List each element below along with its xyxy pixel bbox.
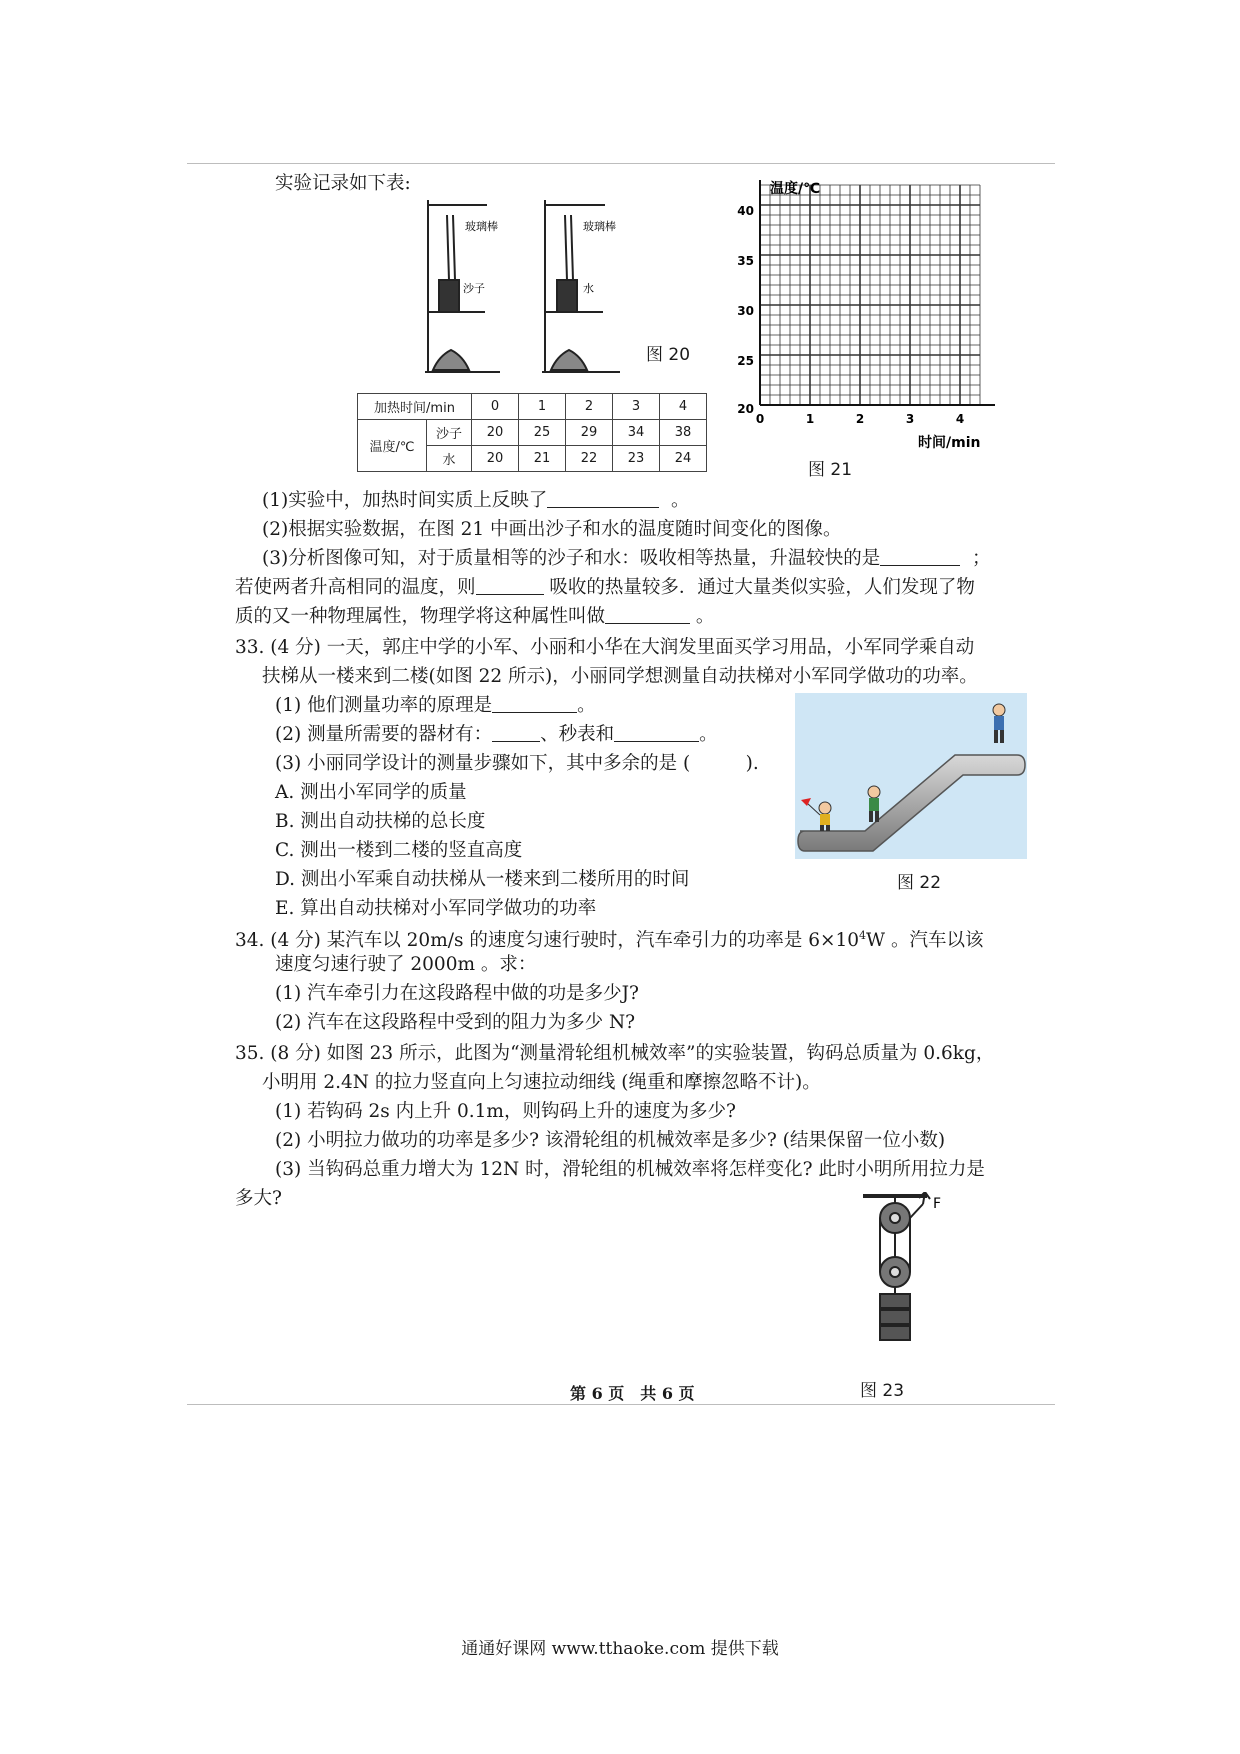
q33-option: E. 算出自动扶梯对小军同学做功的功率 [275, 898, 597, 919]
table-cell: 23 [613, 446, 660, 472]
figure-20-apparatus [425, 200, 625, 375]
q33-part2 [275, 721, 718, 749]
footer-text: 通通好课网 www.tthaoke.com 提供下载 [461, 1639, 779, 1659]
water-label: 水 [583, 282, 594, 295]
q33-part1 [275, 692, 596, 720]
q35-line5: (3) 当钩码总重力增大为 12N 时，滑轮组的机械效率将怎样变化? 此时小明所用拉力是 [275, 1159, 985, 1180]
figure-22-escalator [795, 693, 1027, 859]
q33-part1-end: 。 [577, 695, 596, 716]
table-time-cell: 4 [660, 394, 707, 420]
q32-part3-text4: 质的又一种物理属性，物理学将这种属性叫做 [235, 606, 606, 627]
figure-22-caption: 图 22 [897, 873, 942, 893]
q35-line6: 多大? [235, 1188, 282, 1209]
y-axis-label: 温度/℃ [770, 181, 821, 197]
x-tick-label: 3 [905, 412, 915, 426]
y-tick-label: 30 [737, 304, 754, 318]
q33-option: A. 测出小军同学的质量 [275, 782, 467, 803]
table-row-name: 沙子 [427, 420, 472, 446]
q32-part3-text2: 若使两者升高相同的温度，则 [235, 577, 476, 598]
force-label: F [933, 1196, 942, 1212]
q34-line4: (2) 汽车在这段路程中受到的阻力为多少 N? [275, 1012, 636, 1033]
q32-part3-line3 [235, 603, 714, 631]
table-header-label: 加热时间/min [358, 394, 472, 420]
q33-stem-line1: 33. (4 分) 一天，郭庄中学的小军、小丽和小华在大润发里面买学习用品，小军同学乘自动 [235, 637, 975, 658]
q32-part3-line1 [262, 545, 991, 573]
figure-20-caption: 图 20 [646, 345, 691, 365]
rod-label-left: 玻璃棒 [465, 220, 498, 233]
q32-part3-text3: 吸收的热量较多．通过大量类似实验，人们发现了物 [549, 577, 975, 598]
q33-option: B. 测出自动扶梯的总长度 [275, 811, 486, 832]
q35-line2: 小明用 2.4N 的拉力竖直向上匀速拉动细线 (绳重和摩擦忽略不计)。 [262, 1072, 821, 1093]
answer-blank[interactable] [492, 694, 577, 713]
table-cell: 21 [519, 446, 566, 472]
top-rule [187, 163, 1055, 164]
table-cell: 34 [613, 420, 660, 446]
answer-blank[interactable] [605, 605, 690, 624]
q33-part3: (3) 小丽同学设计的测量步骤如下，其中多余的是 ( ). [275, 753, 759, 774]
q32-part3-line2 [235, 574, 975, 602]
q34-line2: 速度匀速行驶了 2000m 。求： [275, 954, 537, 975]
q33-option: C. 测出一楼到二楼的竖直高度 [275, 840, 523, 861]
table-time-cell: 3 [613, 394, 660, 420]
figure-21-caption: 图 21 [808, 460, 853, 480]
table-cell: 25 [519, 420, 566, 446]
intro-text: 实验记录如下表: [275, 173, 411, 194]
q33-part2-text2: 、秒表和 [540, 724, 615, 745]
y-tick-label: 25 [737, 354, 754, 368]
q32-part1-text: (1)实验中，加热时间实质上反映了 [262, 490, 548, 511]
q33-option: D. 测出小军乘自动扶梯从一楼来到二楼所用的时间 [275, 869, 690, 890]
table-temp-label: 温度/℃ [358, 420, 427, 472]
q32-part2: (2)根据实验数据，在图 21 中画出沙子和水的温度随时间变化的图像。 [262, 519, 842, 540]
q33-stem-line2: 扶梯从一楼来到二楼(如图 22 所示)，小丽同学想测量自动扶梯对小军同学做功的功率。 [262, 666, 978, 687]
table-time-cell: 1 [519, 394, 566, 420]
q34-exponent: 4 [859, 929, 867, 942]
y-tick-label: 40 [737, 204, 754, 218]
q35-line1: 35. (8 分) 如图 23 所示，此图为“测量滑轮组机械效率”的实验装置，钩码总质量为 0.6kg， [235, 1043, 995, 1064]
sand-label: 沙子 [463, 282, 485, 295]
q34-text: 34. (4 分) 某汽车以 20m/s 的速度匀速行驶时，汽车牵引力的功率是 6×10 [235, 930, 860, 952]
q35-line3: (1) 若钩码 2s 内上升 0.1m，则钩码上升的速度为多少? [275, 1101, 736, 1122]
figure-21-graph [730, 175, 1000, 460]
q33-part1-text: (1) 他们测量功率的原理是 [275, 695, 493, 716]
table-header-row [358, 394, 707, 420]
table-cell: 20 [472, 420, 519, 446]
answer-blank[interactable] [880, 547, 960, 566]
answer-blank[interactable] [547, 489, 659, 508]
y-tick-label: 20 [737, 402, 754, 416]
x-tick-label: 2 [855, 412, 865, 426]
x-tick-label: 0 [755, 412, 765, 426]
answer-blank[interactable] [476, 576, 544, 595]
table-row [358, 420, 707, 446]
page-number: 第 6 页 共 6 页 [570, 1384, 695, 1403]
table-cell: 38 [660, 420, 707, 446]
q32-part3-end: 。 [695, 606, 715, 627]
table-row-name: 水 [427, 446, 472, 472]
record-table [357, 393, 707, 472]
graph-grid [760, 185, 980, 405]
q32-part1-end: 。 [670, 490, 690, 511]
q32-part3-text: (3)分析图像可知，对于质量相等的沙子和水：吸收相等热量，升温较快的是 [262, 548, 881, 569]
q32-part3-sep: ； [971, 548, 991, 569]
table-cell: 20 [472, 446, 519, 472]
x-tick-label: 4 [955, 412, 965, 426]
q33-part2-end: 。 [699, 724, 718, 745]
q34-line3: (1) 汽车牵引力在这段路程中做的功是多少J? [275, 983, 639, 1004]
rod-label-right: 玻璃棒 [583, 220, 616, 233]
table-cell: 29 [566, 420, 613, 446]
q35-line4: (2) 小明拉力做功的功率是多少? 该滑轮组的机械效率是多少? (结果保留一位小数) [275, 1130, 946, 1151]
x-tick-label: 1 [805, 412, 815, 426]
q32-part1 [262, 487, 690, 515]
answer-blank[interactable] [492, 723, 540, 742]
q33-part2-text: (2) 测量所需要的器材有： [275, 724, 493, 745]
answer-blank[interactable] [614, 723, 699, 742]
table-time-cell: 2 [566, 394, 613, 420]
table-time-cell: 0 [472, 394, 519, 420]
q34-text2: W 。汽车以该 [866, 930, 984, 952]
x-axis-label: 时间/min [918, 435, 981, 451]
table-cell: 24 [660, 446, 707, 472]
figure-23-caption: 图 23 [860, 1381, 905, 1401]
y-tick-label: 35 [737, 254, 754, 268]
table-cell: 22 [566, 446, 613, 472]
figure-23-pulley [855, 1192, 965, 1357]
